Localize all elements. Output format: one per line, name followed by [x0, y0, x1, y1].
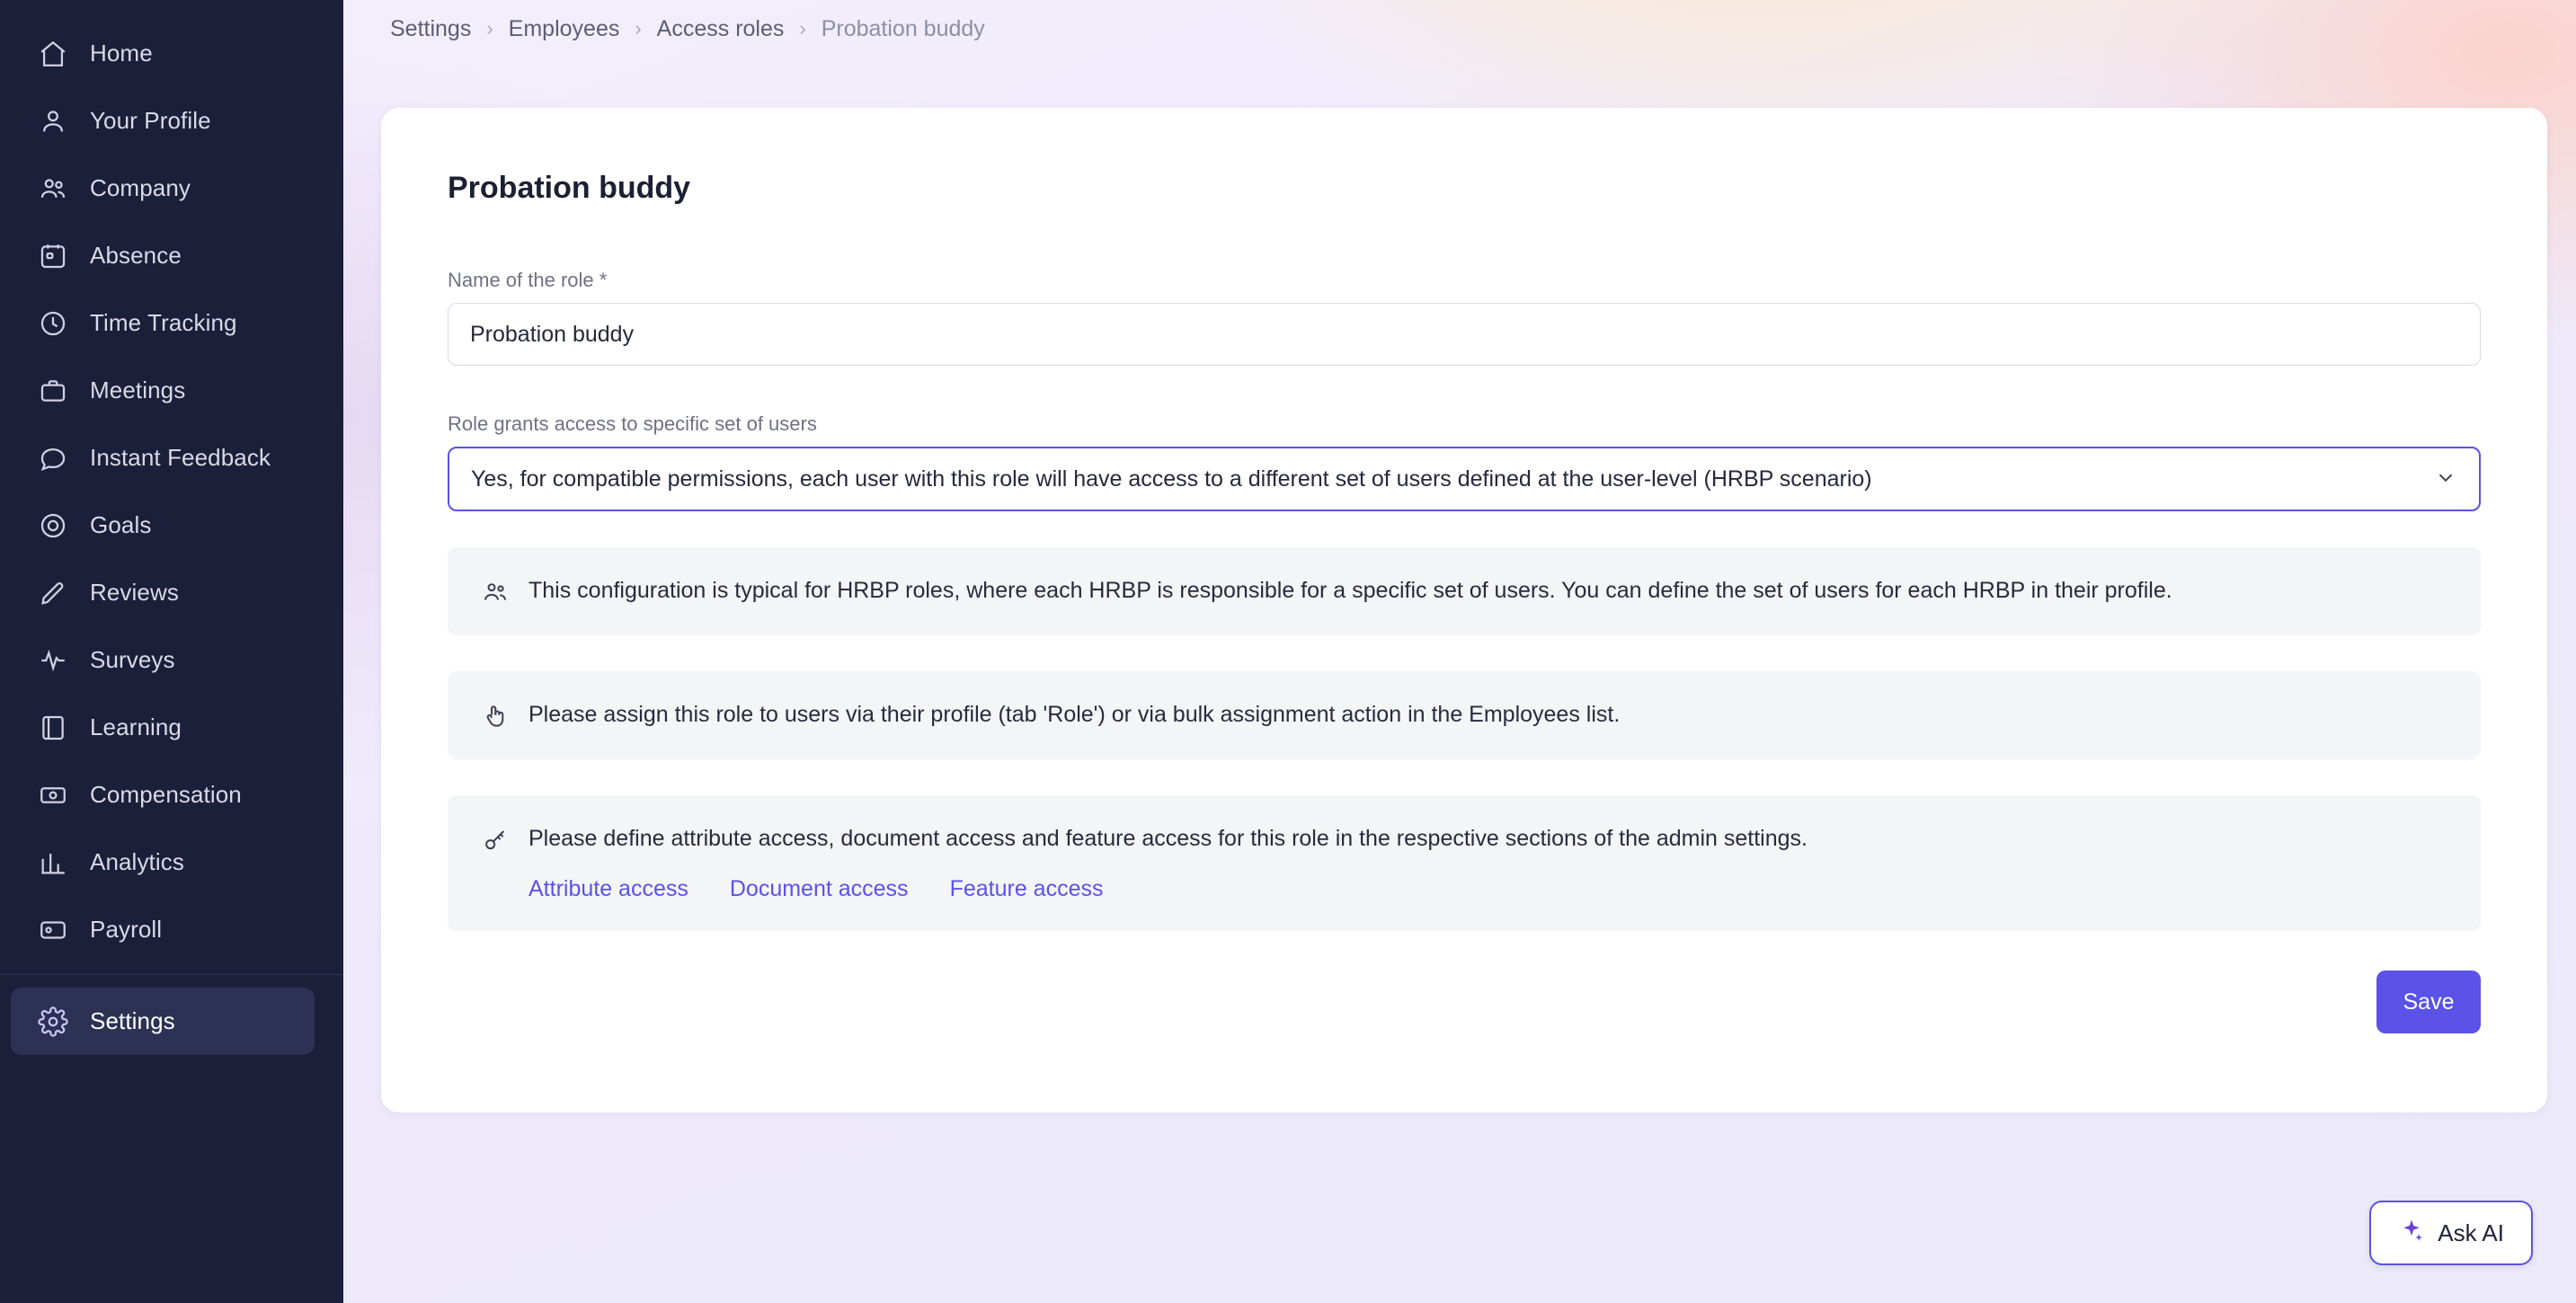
breadcrumb-separator: ›: [799, 17, 806, 40]
scope-select[interactable]: [448, 447, 2481, 511]
document-access-link[interactable]: Document access: [729, 875, 909, 901]
sidebar-item-label: Absence: [90, 242, 182, 269]
breadcrumb-separator: ›: [635, 17, 642, 40]
breadcrumb: [343, 0, 2576, 58]
save-button[interactable]: Save: [2376, 971, 2481, 1033]
target-icon: [36, 509, 70, 543]
scope-select-value: Yes, for compatible permissions, each user with this role will have access to a different set of users defined at the user-level (HRBP scenario): [471, 465, 1872, 492]
sidebar-item-label: Settings: [90, 1007, 175, 1034]
info-box-assignment: [448, 671, 2481, 759]
gear-icon: [36, 1005, 70, 1039]
info-box-text: This configuration is typical for HRBP roles, where each HRBP is responsible for a specific set of users. You can define the set of users for each HRBP in their profile.: [529, 578, 2172, 603]
breadcrumb-item-access-roles[interactable]: Access roles: [656, 15, 785, 41]
sidebar-item-label: Compensation: [90, 781, 242, 808]
home-icon: [36, 37, 70, 71]
sidebar-item-label: Instant Feedback: [90, 444, 271, 471]
feature-access-link[interactable]: Feature access: [949, 875, 1104, 901]
page-title: Probation buddy: [448, 171, 691, 205]
sidebar-item-absence[interactable]: [0, 222, 343, 289]
sidebar-item-label: Home: [90, 40, 153, 66]
sidebar: [0, 0, 343, 1303]
people-icon: [478, 578, 512, 607]
access-links: [529, 876, 1808, 902]
sidebar-item-surveys[interactable]: [0, 626, 343, 694]
sidebar-item-home[interactable]: [0, 20, 343, 87]
chevron-down-icon: [2434, 465, 2457, 493]
sidebar-item-learning[interactable]: [0, 694, 343, 761]
briefcase-icon: [36, 374, 70, 408]
key-icon: [478, 826, 512, 855]
clock-icon: [36, 306, 70, 341]
sidebar-item-label: Analytics: [90, 848, 184, 875]
sidebar-item-compensation[interactable]: [0, 761, 343, 829]
sidebar-item-goals[interactable]: [0, 492, 343, 559]
name-field-label: Name of the role *: [448, 269, 608, 291]
sidebar-item-label: Reviews: [90, 579, 179, 606]
sidebar-item-label: Time Tracking: [90, 309, 237, 336]
sidebar-item-label: Company: [90, 174, 191, 201]
role-name-input[interactable]: [448, 303, 2481, 366]
chart-icon: [36, 846, 70, 880]
sidebar-item-label: Surveys: [90, 646, 175, 673]
sidebar-item-meetings[interactable]: [0, 357, 343, 424]
sidebar-item-settings[interactable]: [11, 988, 315, 1055]
chat-icon: [36, 441, 70, 475]
info-box-text: Please assign this role to users via their profile (tab 'Role') or via bulk assignment action in the Employees list.: [529, 702, 1621, 727]
breadcrumb-item-employees[interactable]: Employees: [508, 15, 620, 41]
role-editor-card: [381, 108, 2547, 1112]
breadcrumb-item-current: Probation buddy: [821, 15, 985, 41]
book-icon: [36, 711, 70, 745]
info-box-hrbp: [448, 547, 2481, 635]
ask-ai-button[interactable]: [2369, 1201, 2533, 1265]
breadcrumb-separator: ›: [486, 17, 493, 40]
sidebar-item-instant-feedback[interactable]: [0, 424, 343, 492]
main-content: [343, 0, 2576, 1303]
sidebar-item-analytics[interactable]: [0, 829, 343, 896]
sidebar-item-label: Meetings: [90, 377, 186, 403]
sidebar-item-your-profile[interactable]: [0, 87, 343, 155]
pen-icon: [36, 576, 70, 610]
ask-ai-label: Ask AI: [2438, 1219, 2504, 1246]
sidebar-item-company[interactable]: [0, 155, 343, 222]
breadcrumb-item-settings[interactable]: Settings: [390, 15, 472, 41]
pointer-icon: [478, 702, 512, 731]
sidebar-divider: [0, 974, 343, 975]
sidebar-item-label: Your Profile: [90, 107, 211, 134]
calendar-icon: [36, 239, 70, 273]
money-icon: [36, 778, 70, 812]
sparkle-icon: [2398, 1218, 2425, 1249]
attribute-access-link[interactable]: Attribute access: [529, 875, 688, 901]
scope-field-label: Role grants access to specific set of users: [448, 412, 817, 435]
sidebar-item-payroll[interactable]: [0, 896, 343, 963]
info-box-access: [448, 795, 2481, 931]
info-box-text: Please define attribute access, document access and feature access for this role in the respective sections of the admin settings.: [529, 826, 1808, 851]
sidebar-item-reviews[interactable]: [0, 559, 343, 626]
people-icon: [36, 172, 70, 206]
pulse-icon: [36, 643, 70, 678]
sidebar-item-time-tracking[interactable]: [0, 289, 343, 357]
card-icon: [36, 913, 70, 947]
user-icon: [36, 104, 70, 138]
sidebar-item-label: Learning: [90, 714, 182, 740]
sidebar-item-label: Payroll: [90, 916, 163, 943]
sidebar-item-label: Goals: [90, 511, 152, 538]
